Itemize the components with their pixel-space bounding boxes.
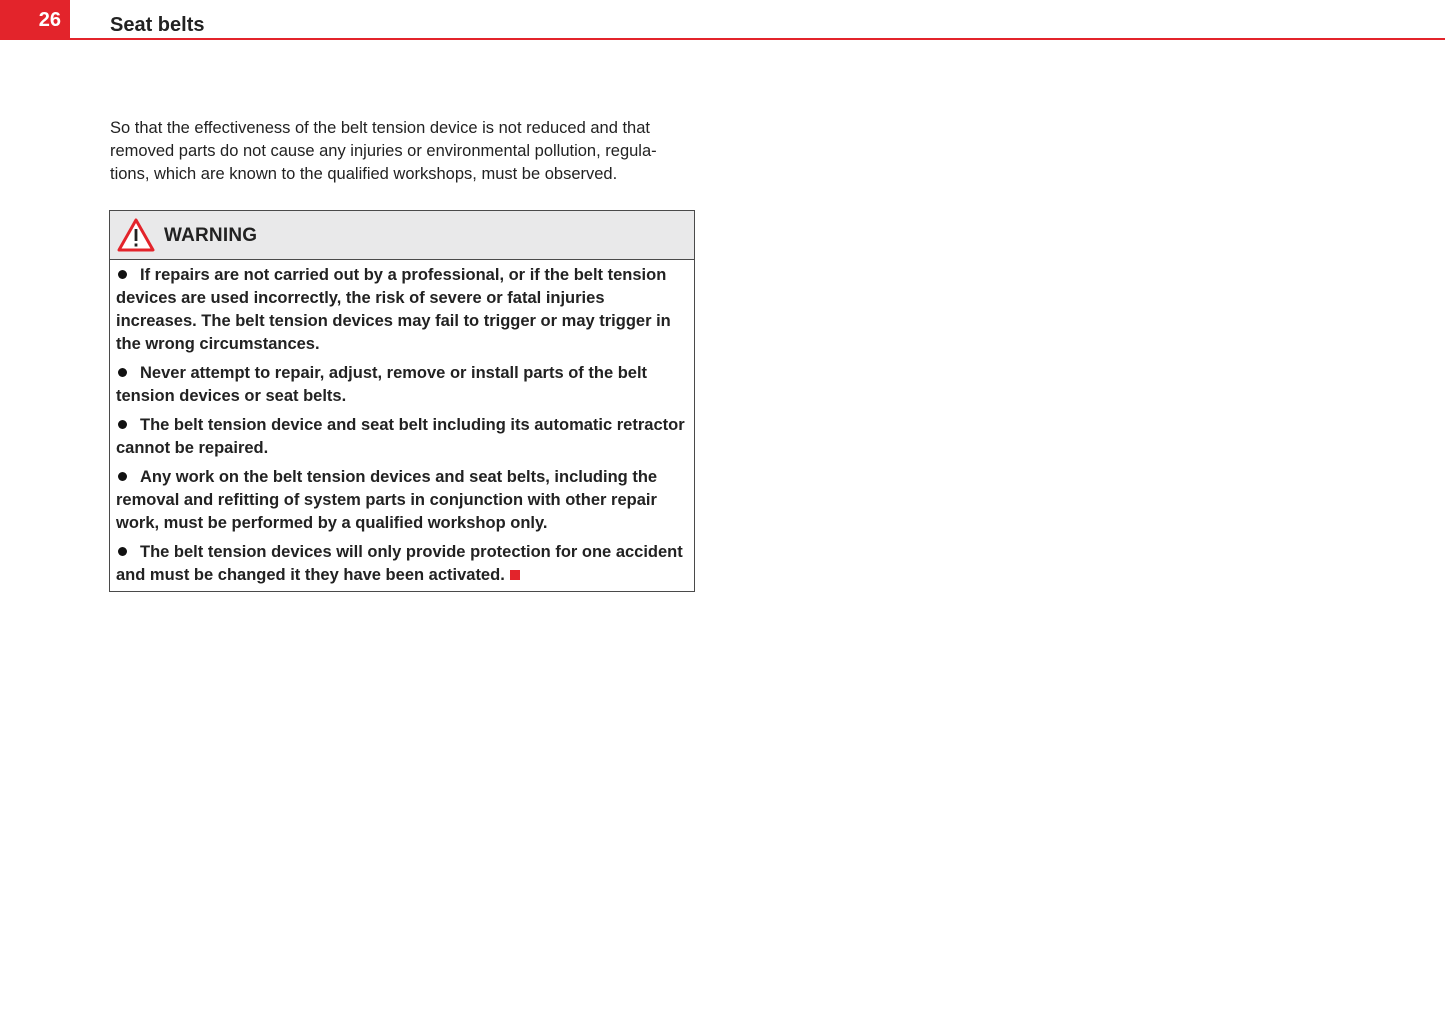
bullet-icon xyxy=(118,368,127,377)
bullet-icon xyxy=(118,270,127,279)
warning-item-text: Never attempt to repair, adjust, remove or install parts of the belt tension devices or seat belts. xyxy=(116,364,648,405)
warning-item-text: The belt tension devices will only provide protection for one accident and must be changed it they have been activated. xyxy=(116,543,683,584)
warning-item xyxy=(116,414,686,460)
header-rule xyxy=(70,38,1445,40)
bullet-icon xyxy=(118,420,127,429)
warning-triangle-icon xyxy=(116,217,156,253)
warning-item xyxy=(116,541,686,587)
page-number: 26 xyxy=(0,0,70,40)
warning-item-text: Any work on the belt tension devices and seat belts, including the removal and refitting of system parts in conjunction with other repair work, must be performed by a qualified workshop only. xyxy=(116,468,658,532)
warning-item xyxy=(116,264,686,356)
bullet-icon xyxy=(118,472,127,481)
warning-list xyxy=(110,260,694,591)
warning-item xyxy=(116,362,686,408)
warning-item xyxy=(116,466,686,535)
warning-item-text: If repairs are not carried out by a professional, or if the belt tension devices are used incorrectly, the risk of severe or fatal injuries increases. The belt tension devices may fail to trigger or may trigger in the wrong circumstances. xyxy=(116,266,671,353)
warning-item-text: The belt tension device and seat belt including its automatic retractor cannot be repaired. xyxy=(116,416,685,457)
section-title: Seat belts xyxy=(110,14,205,36)
warning-header xyxy=(110,211,694,260)
intro-paragraph: So that the effectiveness of the belt tension device is not reduced and that removed parts do not cause any injuries or environmental pollution, regula-tions, which are known to the qualified workshops, must be observed. xyxy=(110,119,657,183)
warning-title: WARNING xyxy=(164,225,258,246)
warning-box xyxy=(109,210,695,592)
end-of-section-square-icon xyxy=(510,570,520,580)
bullet-icon xyxy=(118,547,127,556)
